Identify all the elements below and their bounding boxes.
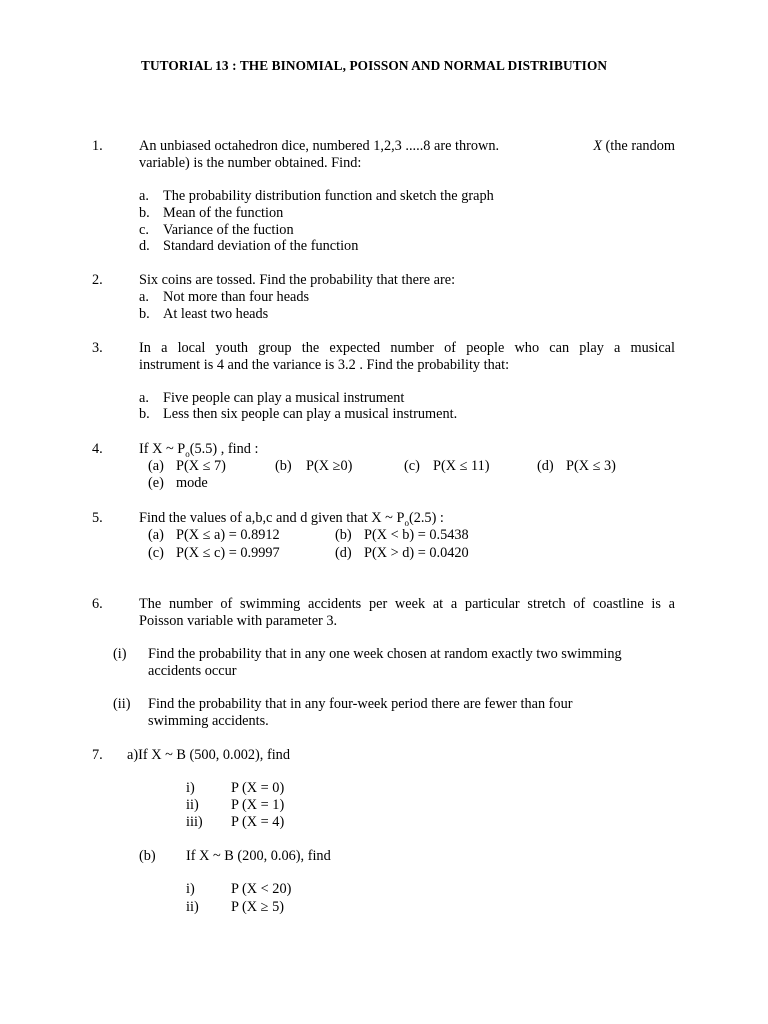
- question-6-part-line-2: accidents occur: [148, 663, 237, 679]
- question-7-number: 7.: [92, 747, 103, 763]
- question-7a-item-text: P (X = 4): [231, 814, 285, 830]
- question-5-part-label: (c): [148, 545, 164, 561]
- question-3-item-label: b.: [139, 406, 150, 422]
- question-1-item-text: Variance of the fuction: [163, 222, 294, 238]
- question-5-part-label: (b): [335, 527, 352, 543]
- question-4-part-label: (b): [275, 458, 292, 474]
- question-1-text-c: (the random: [605, 138, 675, 154]
- question-7a-intro: a)If X ~ B (500, 0.002), find: [127, 747, 290, 763]
- question-4-part-label: (a): [148, 458, 164, 474]
- question-2-item-label: a.: [139, 289, 149, 305]
- question-6-number: 6.: [92, 596, 103, 612]
- question-2-item-label: b.: [139, 306, 150, 322]
- question-6-line-1: The number of swimming accidents per week at a particular stretch of coastline is a: [139, 596, 675, 612]
- question-1-line-1: [139, 138, 675, 155]
- question-5-intro-end: (2.5) :: [408, 510, 444, 526]
- question-3-item-text: Less then six people can play a musical instrument.: [163, 406, 458, 422]
- question-5-number: 5.: [92, 510, 103, 526]
- question-7b-item-text: P (X < 20): [231, 881, 292, 897]
- question-5-part-label: (d): [335, 545, 352, 561]
- question-7b-intro: If X ~ B (200, 0.06), find: [186, 848, 331, 864]
- question-1-item-label: c.: [139, 222, 149, 238]
- question-7a-item-label: i): [186, 780, 195, 796]
- question-1-number: 1.: [92, 138, 103, 154]
- question-7b-item-text: P (X ≥ 5): [231, 899, 284, 915]
- question-4-part-text: P(X ≤ 11): [433, 458, 490, 474]
- question-3-line-2: instrument is 4 and the variance is 3.2 . Find the probability that:: [139, 357, 510, 373]
- question-4-part-label: (d): [537, 458, 554, 474]
- question-6-part-line-1: Find the probability that in any four-week period there are fewer than four: [148, 696, 573, 712]
- question-6-part-line-2: swimming accidents.: [148, 713, 269, 729]
- question-1-text-a: An unbiased octahedron dice, numbered 1,2,3 .....8 are thrown.: [139, 138, 500, 154]
- question-6-line-2: Poisson variable with parameter 3.: [139, 613, 338, 629]
- question-7a-item-text: P (X = 0): [231, 780, 285, 796]
- question-4-intro-end: (5.5) , find :: [189, 441, 259, 457]
- question-1-line-2: variable) is the number obtained. Find:: [139, 155, 362, 171]
- question-5-part-text: P(X ≤ a) = 0.8912: [176, 527, 280, 543]
- question-1-item-text: Standard deviation of the function: [163, 238, 359, 254]
- question-1-item-label: d.: [139, 238, 150, 254]
- question-7a-item-text: P (X = 1): [231, 797, 285, 813]
- question-4-intro-start: If X ~ P: [139, 441, 186, 457]
- question-7b-label: (b): [139, 848, 156, 864]
- question-6-part-label: (i): [113, 646, 127, 662]
- question-4-number: 4.: [92, 441, 103, 457]
- question-5-part-text: P(X ≤ c) = 0.9997: [176, 545, 280, 561]
- question-2-number: 2.: [92, 272, 103, 288]
- question-1-variable: X: [593, 138, 602, 154]
- question-1-item-label: a.: [139, 188, 149, 204]
- question-6-part-line-1: Find the probability that in any one week chosen at random exactly two swimming: [148, 646, 622, 662]
- question-2-line-1: Six coins are tossed. Find the probability that there are:: [139, 272, 456, 288]
- question-3-item-label: a.: [139, 390, 149, 406]
- question-7a-item-label: ii): [186, 797, 199, 813]
- question-7a-item-label: iii): [186, 814, 203, 830]
- question-5-part-text: P(X > d) = 0.0420: [364, 545, 469, 561]
- page-title: TUTORIAL 13 : THE BINOMIAL, POISSON AND NORMAL DISTRIBUTION: [141, 58, 608, 73]
- question-4-part-text: mode: [176, 475, 208, 491]
- question-2-item-text: At least two heads: [163, 306, 269, 322]
- question-7b-item-label: ii): [186, 899, 199, 915]
- question-4-subscript: o: [185, 448, 190, 459]
- question-7b-item-label: i): [186, 881, 195, 897]
- question-3-line-1: In a local youth group the expected number of people who can play a musical: [139, 340, 675, 356]
- question-4-part-label: (c): [404, 458, 420, 474]
- question-4-part-text: P(X ≤ 3): [566, 458, 616, 474]
- question-2-item-text: Not more than four heads: [163, 289, 310, 305]
- question-5-intro-start: Find the values of a,b,c and d given that X ~ P: [139, 510, 405, 526]
- question-3-item-text: Five people can play a musical instrument: [163, 390, 405, 406]
- question-1-item-text: Mean of the function: [163, 205, 284, 221]
- question-4-part-text: P(X ≥0): [306, 458, 353, 474]
- question-1-item-text: The probability distribution function and sketch the graph: [163, 188, 494, 204]
- question-4-part-label: (e): [148, 475, 164, 491]
- question-1-item-label: b.: [139, 205, 150, 221]
- question-5-part-label: (a): [148, 527, 164, 543]
- question-4-part-text: P(X ≤ 7): [176, 458, 226, 474]
- question-6-part-label: (ii): [113, 696, 131, 712]
- question-3-number: 3.: [92, 340, 103, 356]
- question-5-subscript: o: [404, 517, 409, 528]
- question-5-part-text: P(X < b) = 0.5438: [364, 527, 469, 543]
